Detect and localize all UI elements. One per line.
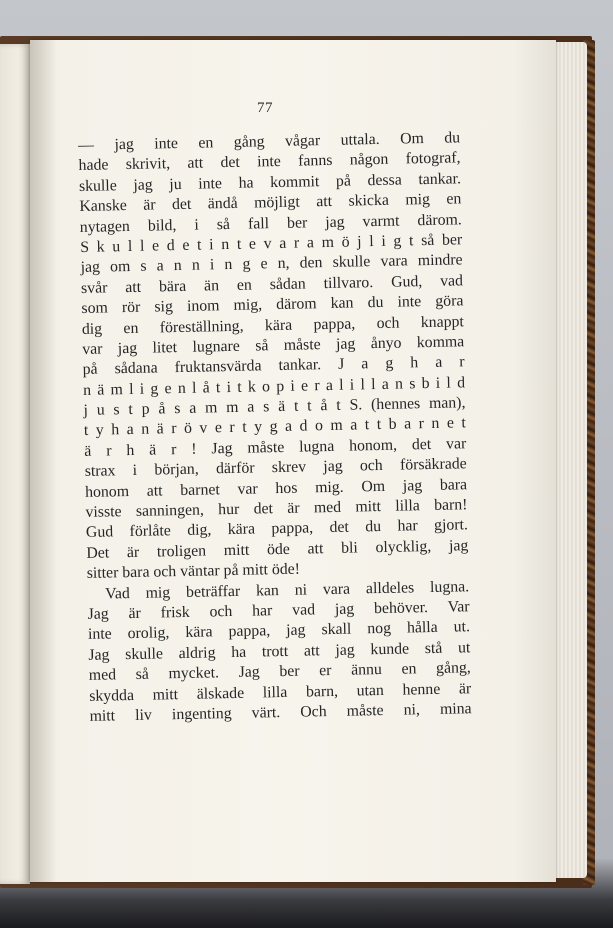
text-line: skulle jag ju inte ha kommit på dessa tankar. — [78, 170, 462, 195]
text-line: Kanske är det ändå möjligt att skicka mig en — [79, 190, 462, 216]
text-line: ä r h ä r ! Jag måste lugna honom, det var — [84, 435, 467, 460]
body-text — [78, 128, 472, 727]
text-line: visste sanningen, hur det är med mitt lilla barn! — [85, 496, 468, 521]
text-line: nytagen bild, i så fall ber jag varmt därom. — [79, 210, 462, 236]
text-line: jag om s a n n i n g e n, den skulle vara mindre — [80, 251, 463, 277]
text-line: Gud förlåte dig, kära pappa, det du har gjort. — [85, 516, 469, 542]
text-line: hade skrivit, att det inte fanns någon fotograf, — [78, 149, 461, 175]
text-line: inte orolig, kära pappa, jag skall nog hålla ut. — [87, 618, 471, 644]
text-line: skydda mitt älskade lilla barn, utan henne är — [89, 679, 472, 705]
text-line: n ä m l i g e n l å t i t k o p i e r a l i l l a n s b i l d — [82, 373, 466, 399]
left-page-edge — [0, 44, 30, 884]
text-line: j u s t p å s a m m a s ä t t å t S. (hennes man), — [83, 394, 466, 420]
text-line: dig en föreställning, kära pappa, och knappt — [81, 312, 464, 338]
text-line: strax i början, därför skrev jag och försäkrade — [84, 455, 467, 481]
text-line: — jag inte en gång vågar uttala. Om du — [78, 129, 461, 154]
text-line: Jag skulle aldrig ha trott att jag kunde stå ut — [88, 638, 471, 664]
text-line: som rör sig inom mig, därom kan du inte göra — [81, 292, 464, 318]
text-line: på sådana fruktansvärda tankar. J a g h a r — [82, 353, 465, 379]
text-line: Jag är frisk och har vad jag behöver. Var — [87, 598, 470, 623]
gutter-shadow — [30, 40, 56, 882]
text-line: Vad mig beträffar kan ni vara alldeles lugna. — [105, 577, 470, 603]
page-number: 77 — [257, 100, 273, 116]
text-line: var jag litet lugnare så måste jag ånyo komma — [82, 333, 465, 358]
text-line: svår att bära än en sådan tillvaro. Gud, vad — [80, 272, 464, 297]
book-page — [30, 40, 556, 882]
text-line: Det är troligen mitt öde att bli olycklig, jag — [86, 537, 469, 562]
text-line: t y h a n ä r ö v e r t y g a d o m a t t b a r n e t — [83, 414, 467, 440]
text-line: med så mycket. Jag ber er ännu en gång, — [88, 659, 471, 685]
text-line: S k u l l e d e t i n t e v a r a m ö j l i g t så ber — [80, 231, 463, 256]
text-line: honom att barnet var hos mig. Om jag bara — [84, 475, 468, 501]
text-line: sitter bara och väntar på mitt öde! — [86, 560, 301, 583]
text-line: mitt liv ingenting värt. Och måste ni, mina — [89, 700, 472, 725]
